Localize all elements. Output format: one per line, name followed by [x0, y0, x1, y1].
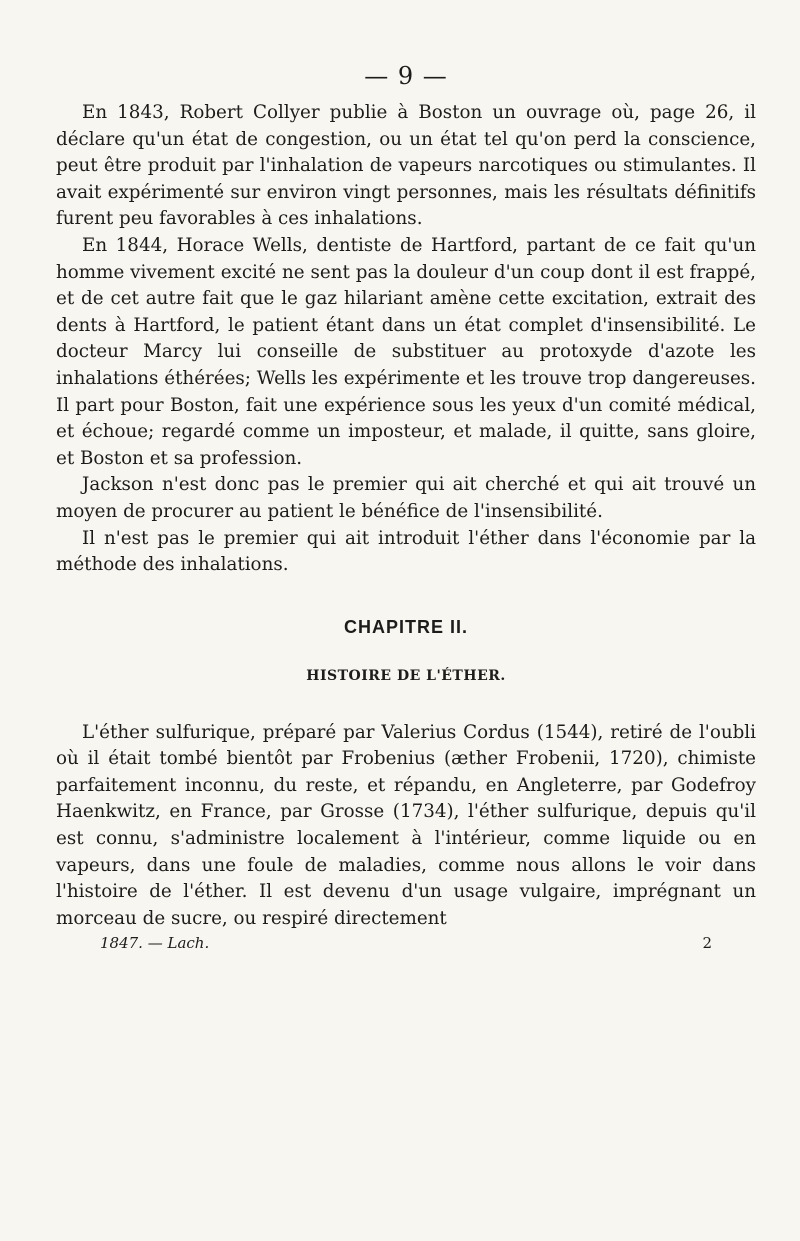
- chapter-title: CHAPITRE II.: [343, 616, 468, 637]
- paragraph: En 1843, Robert Collyer publie à Boston un ouvrage où, page 26, il déclare qu'un état de congestion, ou un état tel qu'on perd la conscience, peut être produit par l'inhalation de vapeurs narcotiques ou stimulantes. Il avait expérimenté sur environ vingt personnes, mais les résultats définitifs furent peu favorables à ces inhalations.: [56, 102, 756, 230]
- signature-mark: 1847. — Lach.: [100, 934, 210, 953]
- text-block-before: [56, 100, 756, 579]
- book-page: [56, 62, 756, 952]
- text-block-after: [56, 720, 756, 933]
- chapter-subtitle: HISTOIRE DE L'ÉTHER.: [306, 667, 506, 684]
- sheet-number: 2: [702, 934, 712, 953]
- paragraph: Jackson n'est donc pas le premier qui ait cherché et qui ait trouvé un moyen de procurer au patient le bénéfice de l'insensibilité.: [56, 474, 756, 522]
- paragraph: Il n'est pas le premier qui ait introduit l'éther dans l'économie par la méthode des inhalations.: [56, 527, 756, 576]
- paragraph: L'éther sulfurique, préparé par Valerius Cordus (1544), retiré de l'oubli où il était tombé bientôt par Frobenius (æther Frobenii, 1720), chimiste parfaitement inconnu, du reste, et répandu, en Angleterre, par Godefroy Haenkwitz, en France, par Grosse (1734), l'éther sulfurique, depuis qu'il est connu, s'administre localement à l'intérieur, comme liquide ou en vapeurs, dans une foule de maladies, comme nous allons le voir dans l'histoire de l'éther. Il est devenu d'un usage vulgaire, imprégnant un morceau de sucre, ou respiré directement: [56, 721, 756, 929]
- page-number: — 9 —: [364, 62, 448, 90]
- paragraph: En 1844, Horace Wells, dentiste de Hartford, partant de ce fait qu'un homme vivement excité ne sent pas la douleur d'un coup dont il est frappé, et de cet autre fait que le gaz hilariant amène cette excitation, extrait des dents à Hartford, le patient étant dans un état complet d'insensibilité. Le docteur Marcy lui conseille de substituer au protoxyde d'azote les inhalations éthérées; Wells les expérimente et les trouve trop dangereuses. Il part pour Boston, fait une expérience sous les yeux d'un comité médical, et échoue; regardé comme un imposteur, et malade, il quitte, sans gloire, et Boston et sa profession.: [56, 234, 756, 469]
- page-footer: [56, 934, 756, 952]
